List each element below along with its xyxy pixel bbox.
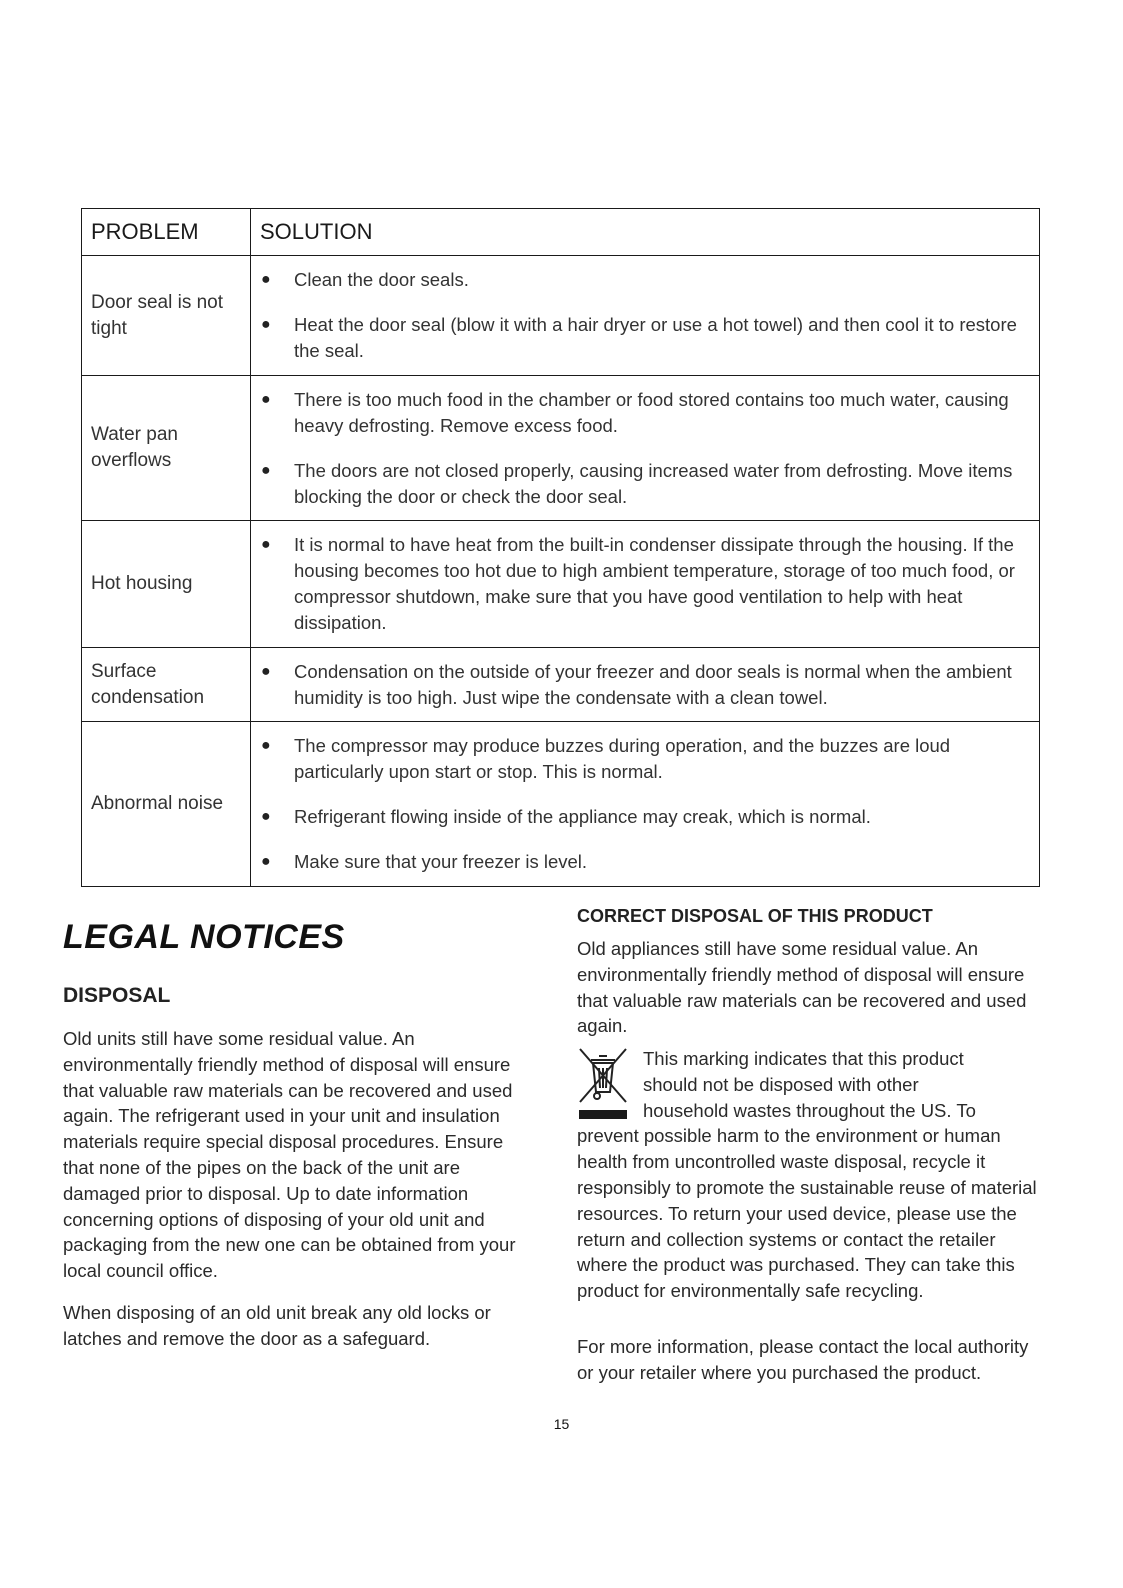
more-info-paragraph: For more information, please contact the local authority or your retailer where you purchased the product.: [577, 1336, 1029, 1383]
solution-cell: [251, 521, 1040, 648]
solution-item: [261, 532, 1023, 636]
table-row: [82, 521, 1040, 648]
solution-cell: [251, 376, 1040, 521]
header-solution: SOLUTION: [251, 209, 1040, 256]
solution-item: [261, 387, 1023, 439]
solution-text: Clean the door seals.: [294, 269, 469, 290]
weee-rest: prevent possible harm to the environment or human health from uncontrolled waste disposal, recycle it responsibly to promote the sustainable reuse of material resources. To return your used device, please use the return and collection systems or contact the retailer where the product was purchased. They can take this product for environmentally safe recycling.: [577, 1125, 1037, 1302]
problem-cell: Abnormal noise: [82, 722, 251, 887]
solution-text: Condensation on the outside of your freezer and door seals is normal when the ambient humidity is too high. Just wipe the condensate with a clean towel.: [294, 660, 1012, 708]
bullet-icon: ●: [261, 853, 271, 870]
problem-cell: Door seal is not tight: [82, 256, 251, 376]
weee-paragraph: [577, 1046, 1047, 1304]
bullet-icon: ●: [261, 461, 271, 479]
solution-cell: [251, 648, 1040, 722]
weee-line: household wastes throughout the US. To: [643, 1099, 976, 1121]
solution-text: There is too much food in the chamber or food stored contains too much water, causing heavy defrosting. Remove excess food.: [294, 388, 1009, 436]
solution-item: [261, 458, 1023, 510]
solution-item: [261, 267, 1023, 293]
disposal-paragraph: Old units still have some residual value. An environmentally friendly method of disposal will ensure that valuable raw materials can be recovered and used again. The refrigerant used in your unit and insulation materials require special disposal procedures. Ensure that none of the pipes on the back of the unit are damaged prior to disposal. Up to date information concerning options of disposing of your old unit and packaging from the new one can be obtained from your local council office.: [63, 1028, 516, 1282]
bullet-icon: ●: [261, 662, 271, 680]
correct-disposal-paragraph: Old appliances still have some residual value. An environmentally friendly method of disposal will ensure that valuable raw materials can be recovered and used again.: [577, 938, 1027, 1037]
solution-text: The compressor may produce buzzes during operation, and the buzzes are loud particularly upon start or stop. This is normal.: [294, 735, 951, 782]
header-problem: PROBLEM: [82, 209, 251, 256]
disposal-heading: DISPOSAL: [63, 984, 171, 1007]
disposal-safeguard-paragraph: When disposing of an old unit break any old locks or latches and remove the door as a safeguard.: [63, 1302, 491, 1349]
weee-block: [577, 1046, 1047, 1304]
table-row: [82, 256, 1040, 376]
solution-cell: [251, 256, 1040, 376]
problem-cell: Water pan overflows: [82, 376, 251, 521]
bullet-icon: ●: [261, 808, 271, 825]
solution-text: Heat the door seal (blow it with a hair dryer or use a hot towel) and then cool it to restore the seal.: [294, 314, 1017, 361]
weee-line: should not be disposed with other: [643, 1073, 919, 1095]
legal-notices-title: LEGAL NOTICES: [63, 918, 345, 956]
bullet-icon: ●: [261, 271, 271, 288]
solution-item: [261, 312, 1023, 364]
solution-item: [261, 849, 1023, 875]
table-header-row: [82, 209, 1040, 256]
table-row: [82, 376, 1040, 521]
correct-disposal-heading: CORRECT DISPOSAL OF THIS PRODUCT: [577, 906, 933, 926]
bullet-icon: ●: [261, 316, 271, 333]
solution-text: It is normal to have heat from the built-in condenser dissipate through the housing. If the housing becomes too hot due to high ambient temperature, storage of too much food, or compressor shutdown, make sure that you have good ventilation to help with heat dissipation.: [294, 534, 1015, 633]
solution-text: The doors are not closed properly, causing increased water from defrosting. Move items blocking the door or check the door seal.: [294, 459, 1013, 507]
table-row: [82, 722, 1040, 887]
table-row: [82, 648, 1040, 722]
bullet-icon: ●: [261, 390, 271, 408]
bullet-icon: ●: [261, 737, 271, 754]
weee-line: This marking indicates that this product: [643, 1048, 964, 1069]
troubleshooting-table: [81, 208, 1040, 887]
solution-text: Refrigerant flowing inside of the appliance may creak, which is normal.: [294, 806, 871, 827]
solution-item: [261, 804, 1023, 830]
problem-cell: Surface condensation: [82, 648, 251, 722]
bullet-icon: ●: [261, 536, 271, 553]
crossed-out-wheelie-bin-icon: [577, 1046, 629, 1122]
problem-cell: Hot housing: [82, 521, 251, 648]
solution-item: [261, 733, 1023, 785]
solution-cell: [251, 722, 1040, 887]
page-number: 15: [553, 1416, 570, 1432]
solution-item: [261, 659, 1023, 711]
solution-text: Make sure that your freezer is level.: [294, 851, 588, 872]
